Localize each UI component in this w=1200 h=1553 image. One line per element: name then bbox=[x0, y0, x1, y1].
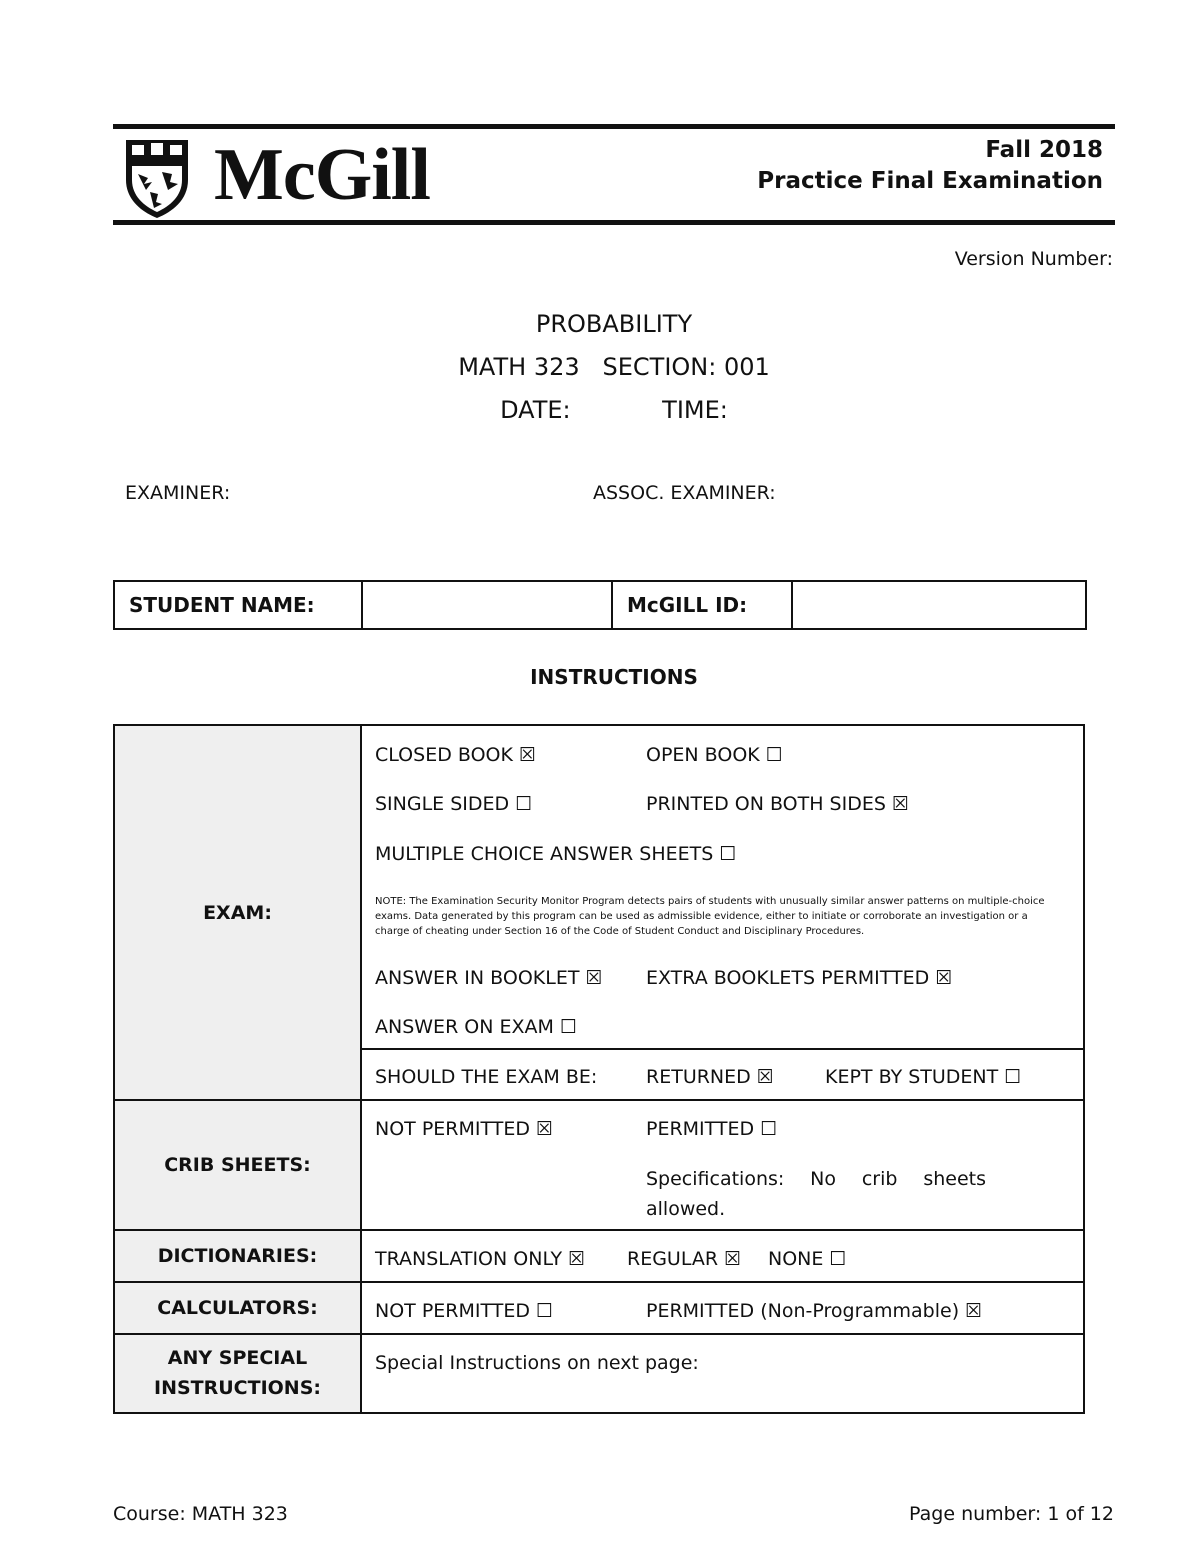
student-name-field[interactable] bbox=[362, 581, 612, 629]
special-label-line1: ANY SPECIAL bbox=[167, 1347, 308, 1369]
separator-special bbox=[115, 1333, 1083, 1335]
spec-word: crib bbox=[861, 1168, 898, 1190]
separator-calculators bbox=[115, 1281, 1083, 1283]
logo-wordmark: McGill bbox=[214, 134, 430, 216]
crib-sheets-label: CRIB SHEETS: bbox=[115, 1100, 362, 1230]
separator-crib bbox=[115, 1099, 1083, 1101]
exam-label: EXAM: bbox=[115, 726, 362, 1100]
instructions-table bbox=[113, 724, 1085, 1414]
exam-term: Fall 2018 bbox=[985, 137, 1103, 163]
calculators-label: CALCULATORS: bbox=[115, 1282, 362, 1334]
exam-type: Practice Final Examination bbox=[757, 168, 1103, 194]
footer-course: Course: MATH 323 bbox=[113, 1503, 288, 1525]
spec-line2: allowed. bbox=[646, 1198, 726, 1220]
calc-permitted-option[interactable]: PERMITTED (Non-Programmable) ☒ bbox=[646, 1300, 983, 1322]
closed-book-option[interactable]: CLOSED BOOK ☒ bbox=[375, 744, 537, 766]
crib-specifications bbox=[646, 1164, 986, 1224]
crest-icon bbox=[122, 136, 192, 220]
student-info-table bbox=[113, 580, 1087, 630]
mcgill-logo bbox=[122, 136, 482, 220]
mcgill-id-label: McGILL ID: bbox=[612, 581, 792, 629]
date-time-line: DATE: TIME: bbox=[500, 396, 728, 424]
mc-answer-sheets-option[interactable]: MULTIPLE CHOICE ANSWER SHEETS ☐ bbox=[375, 843, 737, 865]
mcgill-id-field[interactable] bbox=[792, 581, 1086, 629]
special-label-line2: INSTRUCTIONS: bbox=[154, 1377, 321, 1399]
course-title: PROBABILITY bbox=[535, 310, 693, 338]
version-number-label: Version Number: bbox=[954, 248, 1113, 270]
calc-not-permitted-option[interactable]: NOT PERMITTED ☐ bbox=[375, 1300, 554, 1322]
both-sides-option[interactable]: PRINTED ON BOTH SIDES ☒ bbox=[646, 793, 909, 815]
separator-dictionaries bbox=[115, 1229, 1083, 1231]
instructions-title: INSTRUCTIONS bbox=[530, 665, 698, 689]
separator-should-be bbox=[362, 1048, 1083, 1050]
spec-word: Specifications: bbox=[646, 1168, 785, 1190]
answer-in-booklet-option[interactable]: ANSWER IN BOOKLET ☒ bbox=[375, 967, 603, 989]
spec-word: sheets bbox=[923, 1168, 986, 1190]
extra-booklets-option[interactable]: EXTRA BOOKLETS PERMITTED ☒ bbox=[646, 967, 953, 989]
special-instructions-text: Special Instructions on next page: bbox=[375, 1352, 699, 1374]
examiner-label: EXAMINER: bbox=[125, 482, 231, 504]
answer-on-exam-option[interactable]: ANSWER ON EXAM ☐ bbox=[375, 1016, 577, 1038]
crib-permitted-option[interactable]: PERMITTED ☐ bbox=[646, 1118, 778, 1140]
special-instructions-label bbox=[115, 1334, 362, 1412]
dict-none-option[interactable]: NONE ☐ bbox=[768, 1248, 847, 1270]
returned-option[interactable]: RETURNED ☒ bbox=[646, 1066, 774, 1088]
security-note: NOTE: The Examination Security Monitor Program detects pairs of students with unusually similar answer patterns on multiple-choice exams. Data generated by this program can be used as admissible evidence, either to initiate or corroborate an investigation or a charge of cheating under Section 16 of the Code of Student Conduct and Disciplinary Procedures. bbox=[375, 896, 1045, 937]
should-exam-be-label: SHOULD THE EXAM BE: bbox=[375, 1066, 598, 1088]
crib-not-permitted-option[interactable]: NOT PERMITTED ☒ bbox=[375, 1118, 554, 1140]
student-name-label: STUDENT NAME: bbox=[114, 581, 362, 629]
assoc-examiner-label: ASSOC. EXAMINER: bbox=[593, 482, 776, 504]
header-top-rule bbox=[113, 124, 1115, 129]
dict-translation-option[interactable]: TRANSLATION ONLY ☒ bbox=[375, 1248, 586, 1270]
course-code-section: MATH 323 SECTION: 001 bbox=[458, 353, 770, 381]
dict-regular-option[interactable]: REGULAR ☒ bbox=[627, 1248, 742, 1270]
dictionaries-label: DICTIONARIES: bbox=[115, 1230, 362, 1282]
spec-word: No bbox=[810, 1168, 836, 1190]
single-sided-option[interactable]: SINGLE SIDED ☐ bbox=[375, 793, 533, 815]
header-bottom-rule bbox=[113, 220, 1115, 225]
open-book-option[interactable]: OPEN BOOK ☐ bbox=[646, 744, 783, 766]
kept-by-student-option[interactable]: KEPT BY STUDENT ☐ bbox=[825, 1066, 1022, 1088]
footer-page-number: Page number: 1 of 12 bbox=[909, 1503, 1114, 1525]
